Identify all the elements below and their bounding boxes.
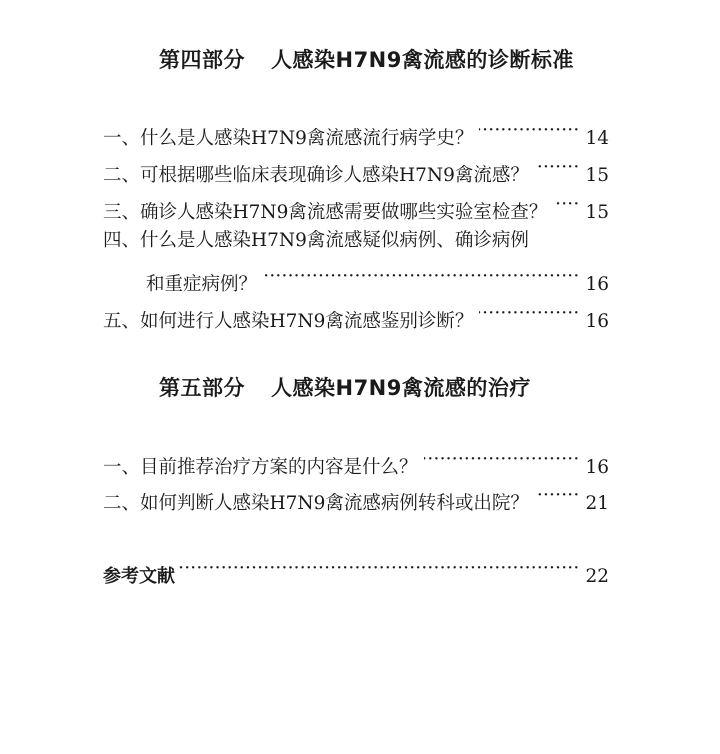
entry-number: 四、	[103, 230, 141, 251]
entry-number: 一、	[103, 128, 141, 149]
entry-page: 15	[585, 202, 609, 223]
entry-number: 五、	[103, 311, 141, 332]
section-title-part4	[159, 50, 574, 71]
toc-entry-references[interactable]	[103, 556, 609, 587]
entry-number: 二、	[103, 165, 141, 186]
entry-title: 什么是人感染H7N9禽流感疑似病例、确诊病例	[140, 230, 529, 251]
entry-page: 14	[585, 128, 609, 149]
entry-page: 21	[585, 493, 609, 514]
dot-leader	[424, 447, 580, 473]
toc-entry[interactable]	[103, 483, 609, 514]
toc-entry[interactable]	[103, 118, 609, 149]
entry-title: 什么是人感染H7N9禽流感流行病学史？	[140, 128, 474, 149]
entry-page: 16	[585, 274, 609, 295]
section-number: 第五部分	[159, 376, 245, 400]
entry-title-continued: 和重症病例？	[146, 274, 258, 295]
entry-page: 15	[585, 165, 609, 186]
toc-entry[interactable]	[103, 301, 609, 332]
section-heading: 人感染H7N9禽流感的治疗	[271, 376, 531, 400]
section-number: 第四部分	[159, 48, 245, 72]
dot-leader	[479, 301, 579, 327]
dot-leader	[535, 483, 580, 509]
entry-page: 16	[585, 457, 609, 478]
dot-leader	[177, 556, 579, 582]
entry-title: 如何进行人感染H7N9禽流感鉴别诊断？	[140, 311, 474, 332]
entry-page: 16	[585, 311, 609, 332]
toc-entry-continuation[interactable]	[146, 264, 609, 295]
toc-entry[interactable]	[103, 192, 609, 223]
entry-title: 如何判断人感染H7N9禽流感病例转科或出院？	[140, 493, 529, 514]
entry-number: 三、	[103, 202, 141, 223]
entry-page: 22	[585, 566, 609, 587]
section-heading: 人感染H7N9禽流感的诊断标准	[271, 48, 574, 72]
entry-number: 一、	[103, 457, 141, 478]
toc-entry[interactable]	[103, 155, 609, 186]
entry-title: 确诊人感染H7N9禽流感需要做哪些实验室检查？	[140, 202, 548, 223]
dot-leader	[479, 118, 579, 144]
dot-leader	[263, 264, 579, 290]
entry-title: 可根据哪些临床表现确诊人感染H7N9禽流感？	[140, 165, 529, 186]
references-title: 参考文献	[103, 566, 175, 587]
entry-number: 二、	[103, 493, 141, 514]
section-title-part5	[159, 378, 531, 399]
dot-leader	[535, 155, 580, 181]
toc-entry[interactable]	[103, 447, 609, 478]
entry-title: 目前推荐治疗方案的内容是什么？	[140, 457, 418, 478]
dot-leader	[553, 192, 579, 218]
toc-entry[interactable]	[103, 228, 609, 254]
